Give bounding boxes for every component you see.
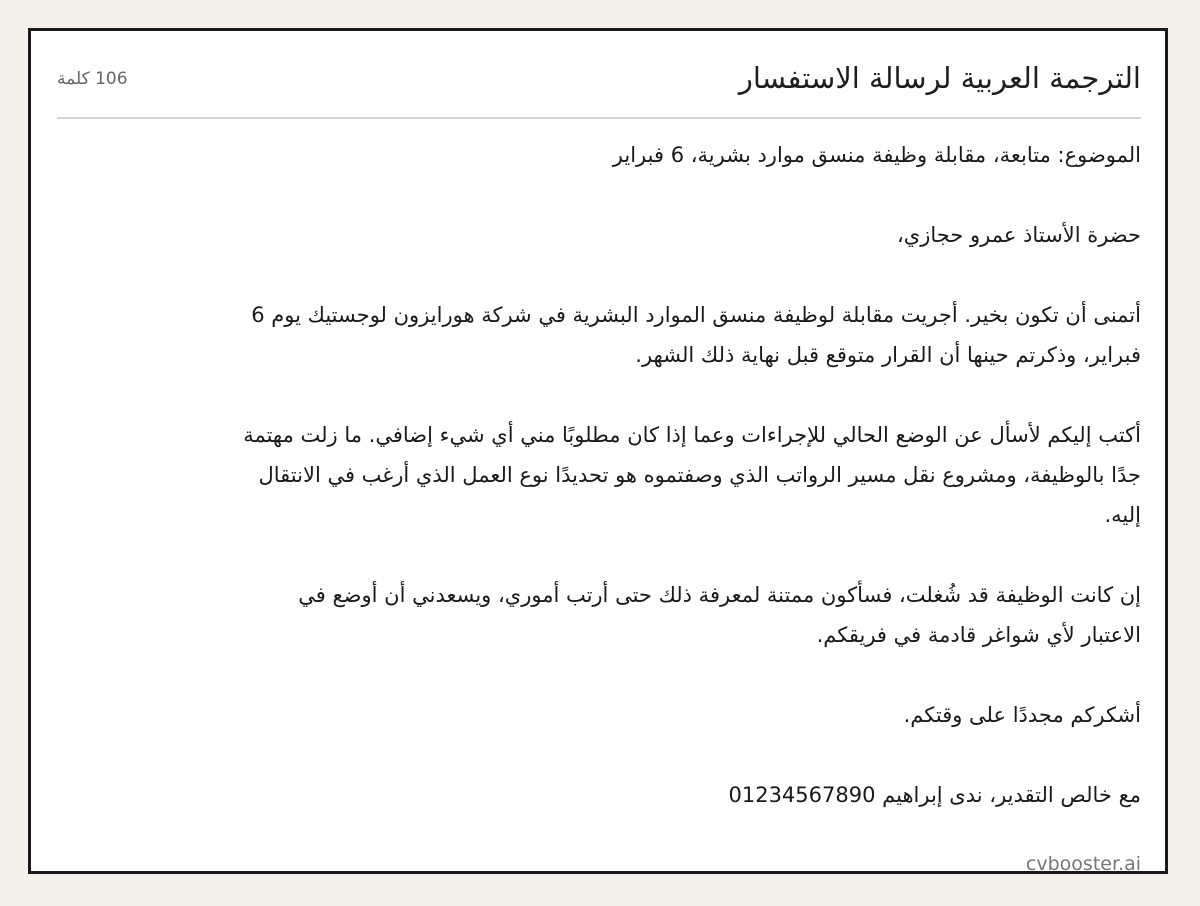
letter-closing: مع خالص التقدير، ندى إبراهيم 01234567890 xyxy=(728,783,1141,807)
page-title: الترجمة العربية لرسالة الاستفسار xyxy=(738,61,1141,95)
letter-paragraph-3: إن كانت الوظيفة قد شُغلت، فسأكون ممتنة لمعرفة ذلك حتى أرتب أموري، ويسعدني أن أوضع في الاعتبار لأي شواغر قادمة في فريقكم. xyxy=(298,583,1141,647)
word-count: 106 كلمة xyxy=(57,69,128,89)
letter-card xyxy=(28,28,1168,874)
brand-watermark: cvbooster.ai xyxy=(1025,853,1141,875)
letter-body xyxy=(241,135,1141,815)
letter-subject: الموضوع: متابعة، مقابلة وظيفة منسق موارد بشرية، 6 فبراير xyxy=(612,143,1141,167)
card-header xyxy=(57,55,1141,119)
letter-paragraph-2: أكتب إليكم لأسأل عن الوضع الحالي للإجراءات وعما إذا كان مطلوبًا مني أي شيء إضافي. ما زلت مهتمة جدًا بالوظيفة، ومشروع نقل مسير الرواتب الذي وصفتموه هو تحديدًا نوع العمل الذي أرغب في الانتقال إليه. xyxy=(243,423,1141,527)
letter-paragraph-4: أشكركم مجددًا على وقتكم. xyxy=(903,703,1141,727)
letter-salutation: حضرة الأستاذ عمرو حجازي، xyxy=(897,223,1141,247)
letter-paragraph-1: أتمنى أن تكون بخير. أجريت مقابلة لوظيفة منسق الموارد البشرية في شركة هورايزون لوجستيك يوم 6 فبراير، وذكرتم حينها أن القرار متوقع قبل نهاية ذلك الشهر. xyxy=(251,303,1141,367)
